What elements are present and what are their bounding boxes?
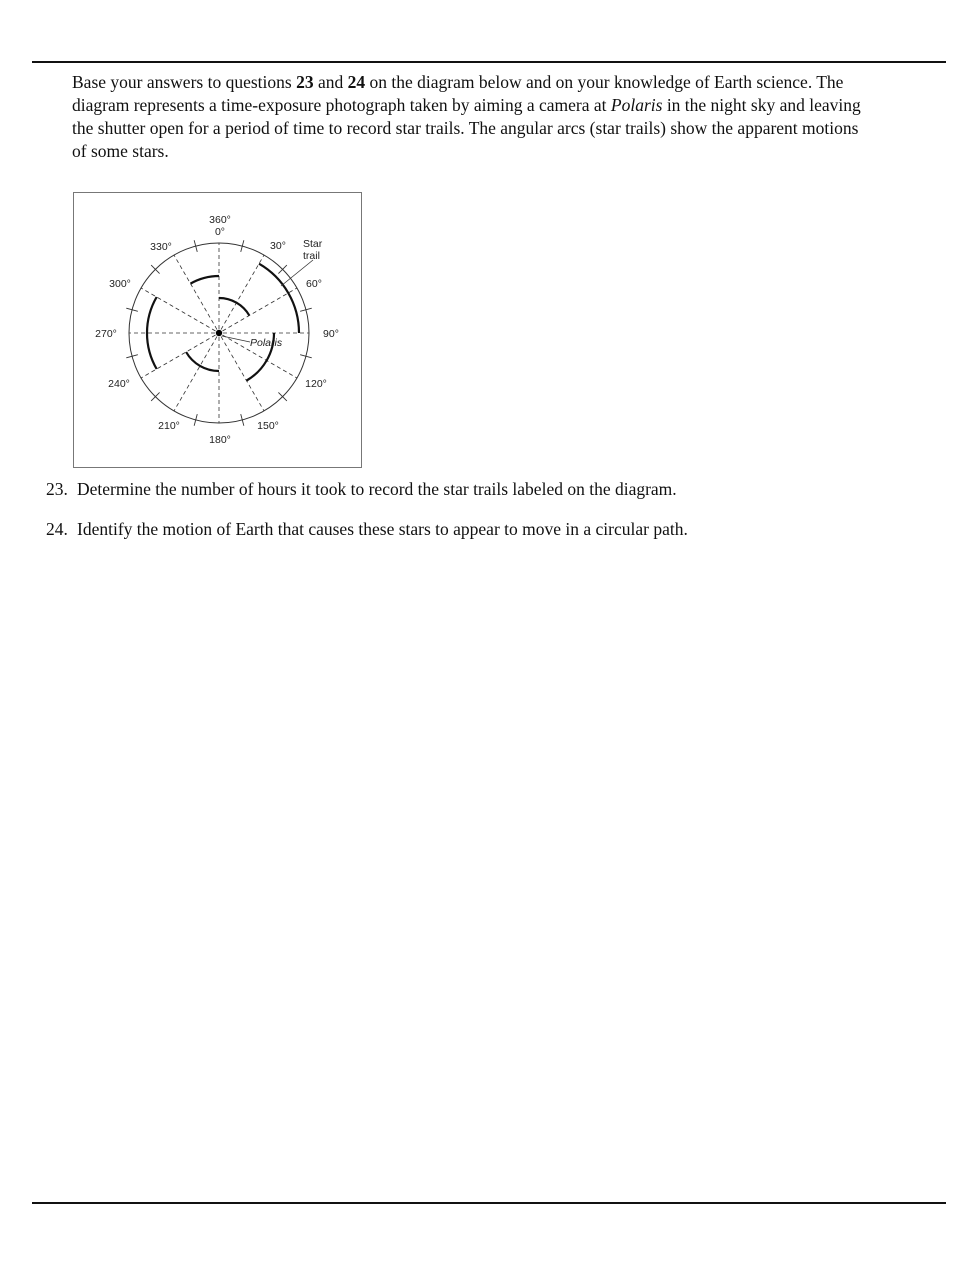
star-trail-label-line1: Star (303, 238, 323, 250)
label-210: 210° (158, 420, 180, 432)
top-rule (32, 61, 946, 63)
radial-line-60 (222, 288, 296, 331)
label-240: 240° (108, 378, 130, 390)
label-360: 360° (209, 214, 231, 226)
question-ref-23: 23 (296, 72, 314, 92)
intro-text-4: in the night sky and leaving the shutter open for a period of time to record star trails. The angular arcs (star trails) show the apparent motions of some stars. (72, 95, 861, 161)
label-0: 0° (214, 226, 226, 238)
question-24-number: 24. (46, 519, 68, 539)
star-trail-top (191, 276, 220, 284)
polaris-term: Polaris (610, 95, 663, 115)
bottom-rule (32, 1202, 946, 1204)
label-330: 330° (150, 241, 172, 253)
label-180: 180° (209, 434, 231, 446)
polaris-leader-line (222, 336, 250, 342)
label-120: 120° (305, 378, 327, 390)
question-23-number: 23. (46, 479, 68, 499)
star-trail-label-line2: trail (303, 250, 320, 262)
polaris-dot (216, 330, 222, 336)
star-trail-diagram (73, 192, 362, 468)
intro-text-1: Base your answers to questions (72, 72, 297, 92)
intro-text-2: and (313, 72, 348, 92)
label-300: 300° (109, 278, 131, 290)
label-270: 270° (95, 328, 117, 340)
label-30: 30° (270, 240, 286, 252)
star-trails (147, 264, 299, 381)
star-trail-inner-right (219, 298, 249, 316)
radial-line-300 (141, 288, 215, 331)
question-23-text: Determine the number of hours it took to record the star trails labeled on the diagram. (77, 479, 677, 499)
label-150: 150° (257, 420, 279, 432)
radial-line-210 (174, 336, 217, 410)
intro-paragraph (72, 71, 862, 163)
question-23 (46, 478, 677, 501)
question-24 (46, 518, 688, 541)
radial-line-30 (221, 255, 264, 329)
intro-text-3: on the diagram below and on your knowledge of Earth science. The diagram represents a time-exposure photograph taken by aiming a camera at (72, 72, 844, 115)
radial-line-330 (174, 255, 217, 329)
question-ref-24: 24 (347, 72, 366, 92)
polaris-label: Polaris (250, 337, 283, 349)
label-60: 60° (306, 278, 322, 290)
question-24-text: Identify the motion of Earth that causes these stars to appear to move in a circular path. (77, 519, 688, 539)
label-90: 90° (323, 328, 339, 340)
star-trail-svg (74, 193, 363, 469)
radial-line-240 (141, 335, 215, 378)
